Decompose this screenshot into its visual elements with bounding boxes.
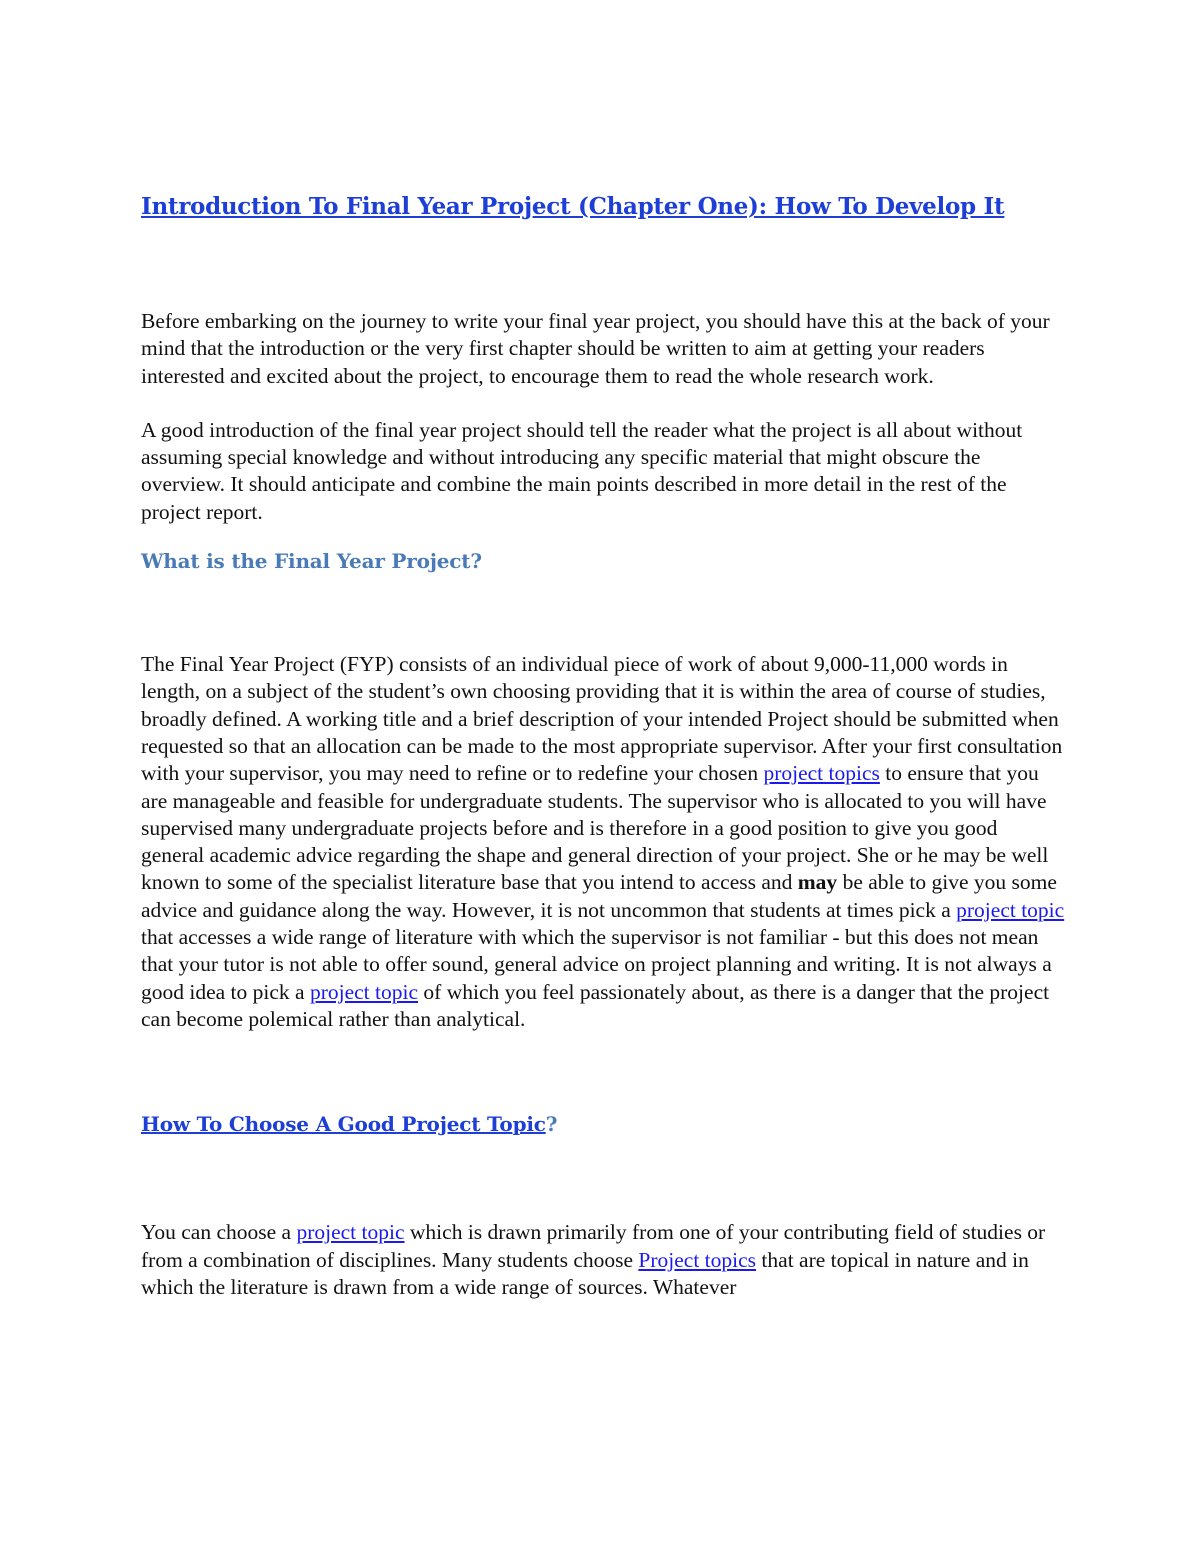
how-to-choose-topic-link[interactable]: How To Choose A Good Project Topic bbox=[141, 1112, 546, 1137]
document-title-link[interactable]: Introduction To Final Year Project (Chapter One): How To Develop It bbox=[141, 193, 1005, 220]
project-topic-link-4[interactable]: project topic bbox=[296, 1220, 405, 1245]
project-topics-link-5[interactable]: Project topics bbox=[638, 1247, 757, 1272]
section-1-text-1: The Final Year Project (FYP) consists of an individual piece of work of about 9,000-11,000 words in length, on a subject of the student’s own choosing providing that it is within the area of course of studies, broadly defined. A working title and a brief description of your intended Project should be submitted when requested so that an allocation can be made to the most appropriate supervisor. After your first consultation with your supervisor, you may need to refine or to redefine your chosen bbox=[141, 652, 1063, 786]
section-2-text-3: that are topical in nature and in which the literature is drawn from a wide range of sources. Whatever bbox=[141, 1247, 1029, 1299]
section-1-text-4: that accesses a wide range of literature with which the supervisor is not familiar - but this does not mean that your tutor is not able to offer sound, general advice on project planning and writing. It is not always a good idea to pick a bbox=[141, 925, 1052, 1004]
intro-paragraph-1: Before embarking on the journey to write your final year project, you should have this at the back of your mind that the introduction or the very first chapter should be written to aim at getting your readers interested and excited about the project, to encourage them to read the whole research work. bbox=[141, 309, 1050, 388]
section-1-text-5: of which you feel passionately about, as there is a danger that the project can become polemical rather than analytical. bbox=[141, 979, 1050, 1031]
section-1-paragraph bbox=[141, 651, 1066, 1033]
project-topics-link-1[interactable]: project topics bbox=[763, 761, 880, 786]
section-1-text-2: to ensure that you are manageable and feasible for undergraduate students. The supervisor who is allocated to you will have supervised many undergraduate projects before and is therefore in a good position to give you good general academic advice regarding the shape and general direction of your project. She or he may be well known to some of the specialist literature base that you intend to access and bbox=[141, 761, 1049, 895]
document-body bbox=[141, 190, 1066, 1301]
section-1-text-3: be able to give you some advice and guidance along the way. However, it is not uncommon that students at times pick a bbox=[141, 870, 1057, 922]
section-2-text-1: You can choose a bbox=[141, 1220, 297, 1245]
project-topic-link-3[interactable]: project topic bbox=[309, 979, 419, 1004]
section-2-paragraph bbox=[141, 1219, 1066, 1301]
document-title[interactable] bbox=[141, 190, 1066, 224]
project-topic-link-2[interactable]: project topic bbox=[956, 897, 1065, 922]
heading-question-mark: ? bbox=[545, 1112, 558, 1137]
section-2-text-2: which is drawn primarily from one of your contributing field of studies or from a combination of disciplines. Many students choose bbox=[141, 1220, 1046, 1272]
section-heading-how-to-choose bbox=[141, 1109, 1066, 1139]
section-heading-what-is-fyp: What is the Final Year Project? bbox=[141, 549, 482, 574]
bold-may: may bbox=[797, 870, 838, 895]
intro-paragraph-2: A good introduction of the final year project should tell the reader what the project is all about without assuming special knowledge and without introducing any specific material that might obscure the overview. It should anticipate and combine the main points described in more detail in the rest of the project report. bbox=[141, 417, 1023, 524]
